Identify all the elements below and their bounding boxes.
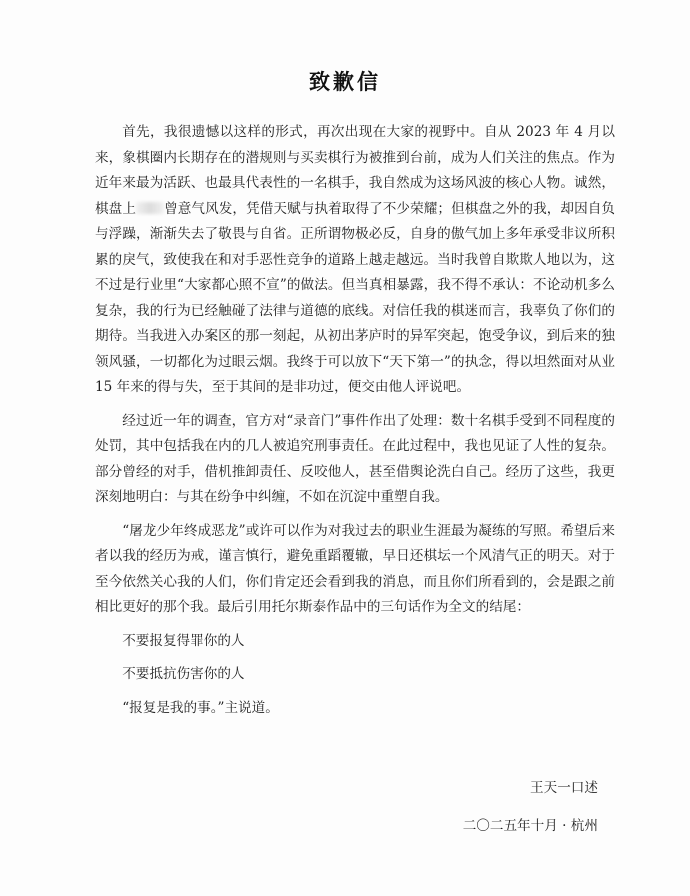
signature-date: 二〇二五年十月 · 杭州 bbox=[462, 817, 598, 834]
quote-line-3: “报复是我的事。”主说道。 bbox=[122, 699, 279, 716]
signature-name: 王天一口述 bbox=[530, 780, 598, 796]
paragraph-1 bbox=[95, 120, 615, 401]
blurred-redaction bbox=[136, 202, 164, 214]
letter-title: 致歉信 bbox=[309, 69, 381, 94]
paragraph-2: 经过近一年的调查，官方对“录音门”事件作出了处理：数十名棋手受到不同程度的处罚，其中包括我在内的几人被追究刑事责任。在此过程中，我也见证了人性的复杂。部分曾经的对手，借机推卸责任、反咬他人，甚至借舆论洗白自己。经历了这些，我更深刻地明白：与其在纷争中纠缠，不如在沉淀中重塑自我。 bbox=[95, 412, 615, 505]
paragraph-3: “屠龙少年终成恶龙”或许可以作为对我过去的职业生涯最为凝练的写照。希望后来者以我的经历为戒，谨言慎行，避免重蹈覆辙，早日还棋坛一个风清气正的明天。对于至今依然关心我的人们，你们肯定还会看到我的消息，而且你们所看到的，会是跟之前相比更好的那个我。最后引用托尔斯泰作品中的三句话作为全文的结尾： bbox=[95, 522, 615, 615]
paragraph-1-text-a: 首先，我很遗憾以这样的形式，再次出现在大家的视野中。自从 2023 年 4 月以来，象棋圈内长期存在的潜规则与买卖棋行为被推到台前，成为人们关注的焦点。作为近年来最为活跃、也最具代表性的一名棋手，我自然成为这场风波的核心人物。诚然，棋盘上 bbox=[95, 124, 615, 217]
signature-block bbox=[463, 776, 598, 839]
paragraph-1-text-b: 曾意气风发，凭借天赋与执着取得了不少荣耀；但棋盘之外的我，却因自负与浮躁，渐渐失去了敬畏与自省。正所谓物极必反，自身的傲气加上多年承受非议所积累的戾气，致使我在和对手恶性竞争的道路上越走越远。当时我曾自欺欺人地以为，这不过是行业里“大家都心照不宣”的做法。但当真相暴露，我不得不承认：不论动机多么复杂，我的行为已经触碰了法律与道德的底线。对信任我的棋迷而言，我辜负了你们的期待。当我进入办案区的那一刻起，从初出茅庐时的异军突起，饱受争议，到后来的独领风骚，一切都化为过眼云烟。我终于可以放下“天下第一”的执念，得以坦然面对从业 15 年来的得与失，至于其间的是非功过，便交由他人评说吧。 bbox=[95, 200, 615, 395]
quote-line-2: 不要抵抗伤害你的人 bbox=[122, 666, 245, 682]
quote-line-1: 不要报复得罪你的人 bbox=[122, 632, 245, 649]
letter-body bbox=[95, 120, 615, 729]
